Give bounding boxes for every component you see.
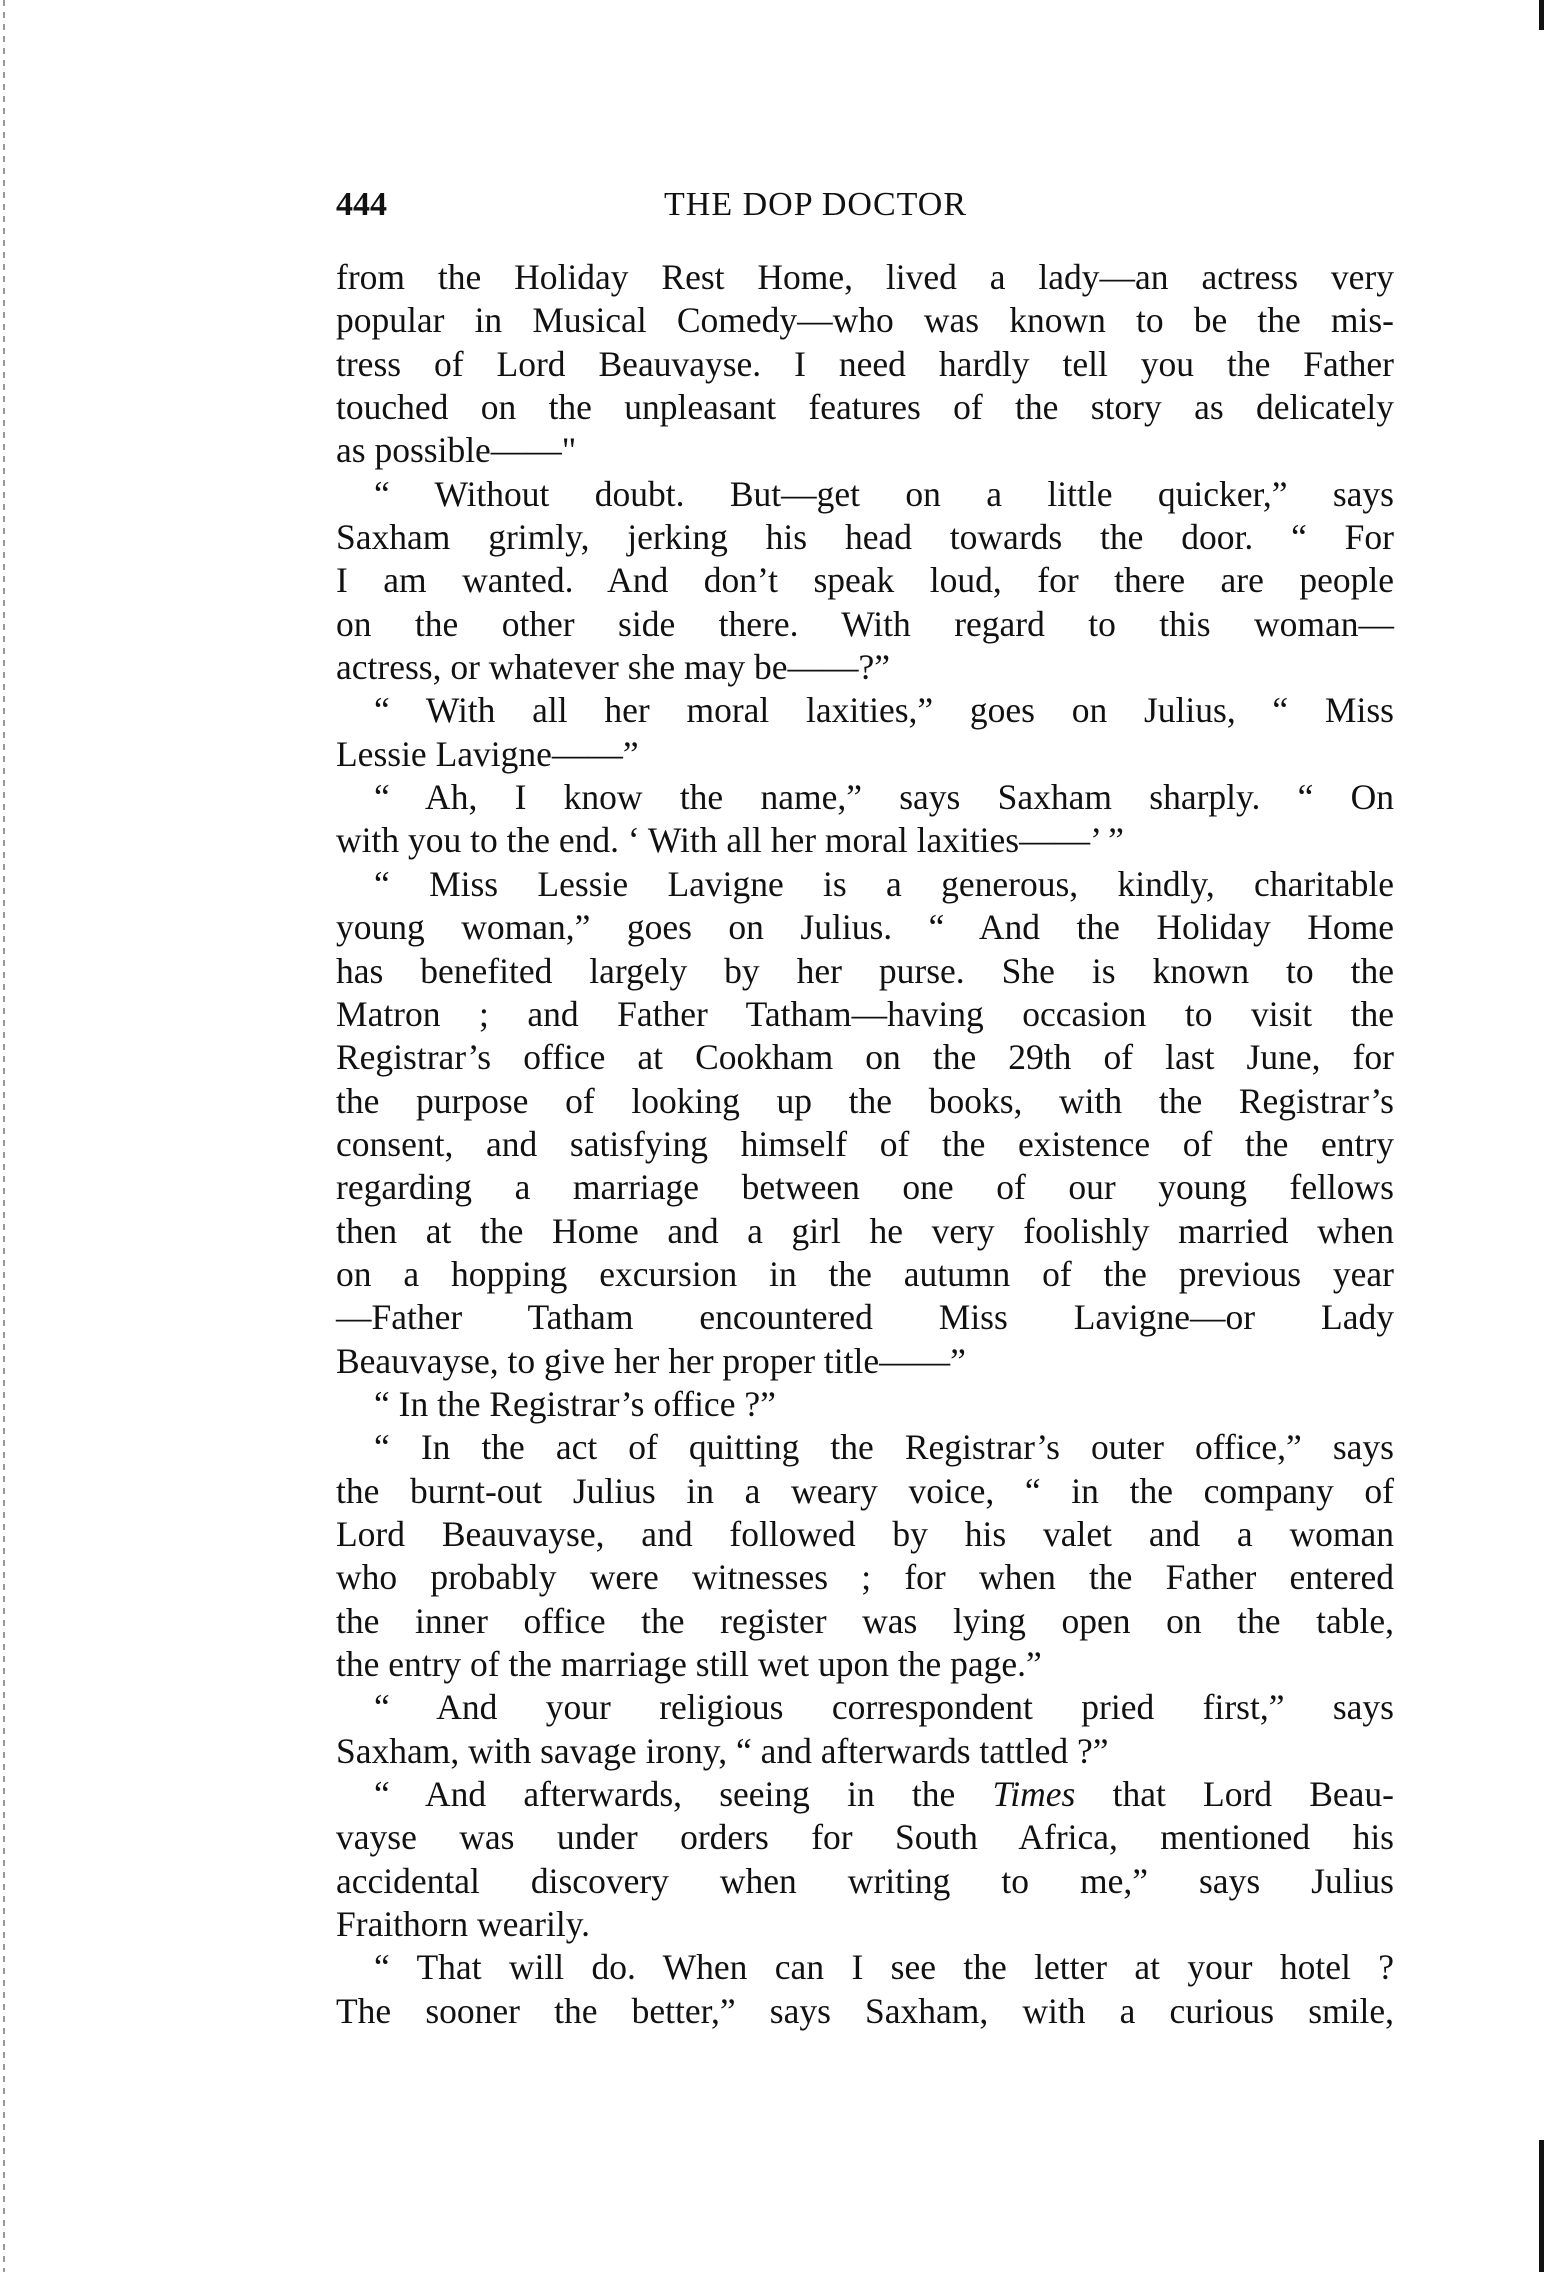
text-line: The sooner the better,” says Saxham, with a curious smile, xyxy=(336,1990,1394,2031)
text-line: the entry of the marriage still wet upon the page.” xyxy=(336,1644,1042,1684)
page-right-edge-mark xyxy=(1539,2140,1544,2272)
text-line: Beauvayse, to give her her proper title——” xyxy=(336,1340,966,1381)
page-number: 444 xyxy=(336,186,387,223)
text-line: “ And afterwards, seeing in the Times that Lord Beau- xyxy=(374,1774,1394,1815)
text-line: the inner office the register was lying open on the table, xyxy=(336,1600,1394,1641)
text-line: “ With all her moral laxities,” goes on Julius, “ Miss xyxy=(374,690,1394,731)
text-line: vayse was under orders for South Africa, mentioned his xyxy=(336,1817,1394,1858)
text-line: accidental discovery when writing to me,” says Julius xyxy=(336,1860,1394,1901)
page-header xyxy=(336,186,1394,230)
text-line: “ That will do. When can I see the letter at your hotel ? xyxy=(374,1947,1394,1988)
text-line: has benefited largely by her purse. She is known to the xyxy=(336,950,1394,991)
text-line: popular in Musical Comedy—who was known to be the mis- xyxy=(336,300,1394,341)
text-line: Registrar’s office at Cookham on the 29th of last June, for xyxy=(336,1037,1394,1078)
text-line: then at the Home and a girl he very foolishly married when xyxy=(336,1210,1394,1251)
text-line: “ In the Registrar’s office ?” xyxy=(374,1383,776,1424)
text-line: consent, and satisfying himself of the existence of the entry xyxy=(336,1123,1394,1164)
text-line: the burnt-out Julius in a weary voice, “ in the company of xyxy=(336,1470,1394,1511)
text-line: Fraithorn wearily. xyxy=(336,1904,591,1945)
page-body-text xyxy=(336,256,1394,2033)
text-line: young woman,” goes on Julius. “ And the Holiday Home xyxy=(336,907,1394,948)
text-line: actress, or whatever she may be——?” xyxy=(336,647,890,688)
text-line: as possible——" xyxy=(336,430,577,471)
text-line: with you to the end. ‘ With all her moral laxities——’ ” xyxy=(336,820,1124,861)
text-line: I am wanted. And don’t speak loud, for there are people xyxy=(336,560,1394,601)
text-line: “ In the act of quitting the Registrar’s outer office,” says xyxy=(374,1427,1394,1468)
text-line: Saxham grimly, jerking his head towards the door. “ For xyxy=(336,517,1394,558)
page-left-edge xyxy=(3,0,5,2272)
text-line: —Father Tatham encountered Miss Lavigne—or Lady xyxy=(336,1297,1394,1338)
text-line: on a hopping excursion in the autumn of the previous year xyxy=(336,1253,1394,1294)
text-line: Saxham, with savage irony, “ and afterwards tattled ?” xyxy=(336,1730,1109,1771)
text-line: who probably were witnesses ; for when the Father entered xyxy=(336,1557,1394,1598)
running-title: THE DOP DOCTOR xyxy=(664,186,968,223)
text-line: touched on the unpleasant features of the story as delicately xyxy=(336,387,1394,428)
text-line: Matron ; and Father Tatham—having occasion to visit the xyxy=(336,993,1394,1034)
italic-word: Times xyxy=(992,1774,1076,1815)
text-line: tress of Lord Beauvayse. I need hardly tell you the Father xyxy=(336,343,1394,384)
text-line: regarding a marriage between one of our young fellows xyxy=(336,1167,1394,1208)
page-right-edge-mark xyxy=(1539,0,1544,30)
text-line: Lessie Lavigne——” xyxy=(336,733,639,774)
text-line: the purpose of looking up the books, with the Registrar’s xyxy=(336,1080,1394,1121)
text-line: “ Miss Lessie Lavigne is a generous, kindly, charitable xyxy=(374,863,1394,904)
text-line: “ Ah, I know the name,” says Saxham sharply. “ On xyxy=(374,777,1394,818)
text-line: “ And your religious correspondent pried first,” says xyxy=(374,1687,1394,1728)
text-line: from the Holiday Rest Home, lived a lady—an actress very xyxy=(336,257,1394,297)
text-line: on the other side there. With regard to this woman— xyxy=(336,603,1394,644)
text-line: Lord Beauvayse, and followed by his valet and a woman xyxy=(336,1513,1394,1554)
text-line: “ Without doubt. But—get on a little quicker,” says xyxy=(374,473,1394,514)
